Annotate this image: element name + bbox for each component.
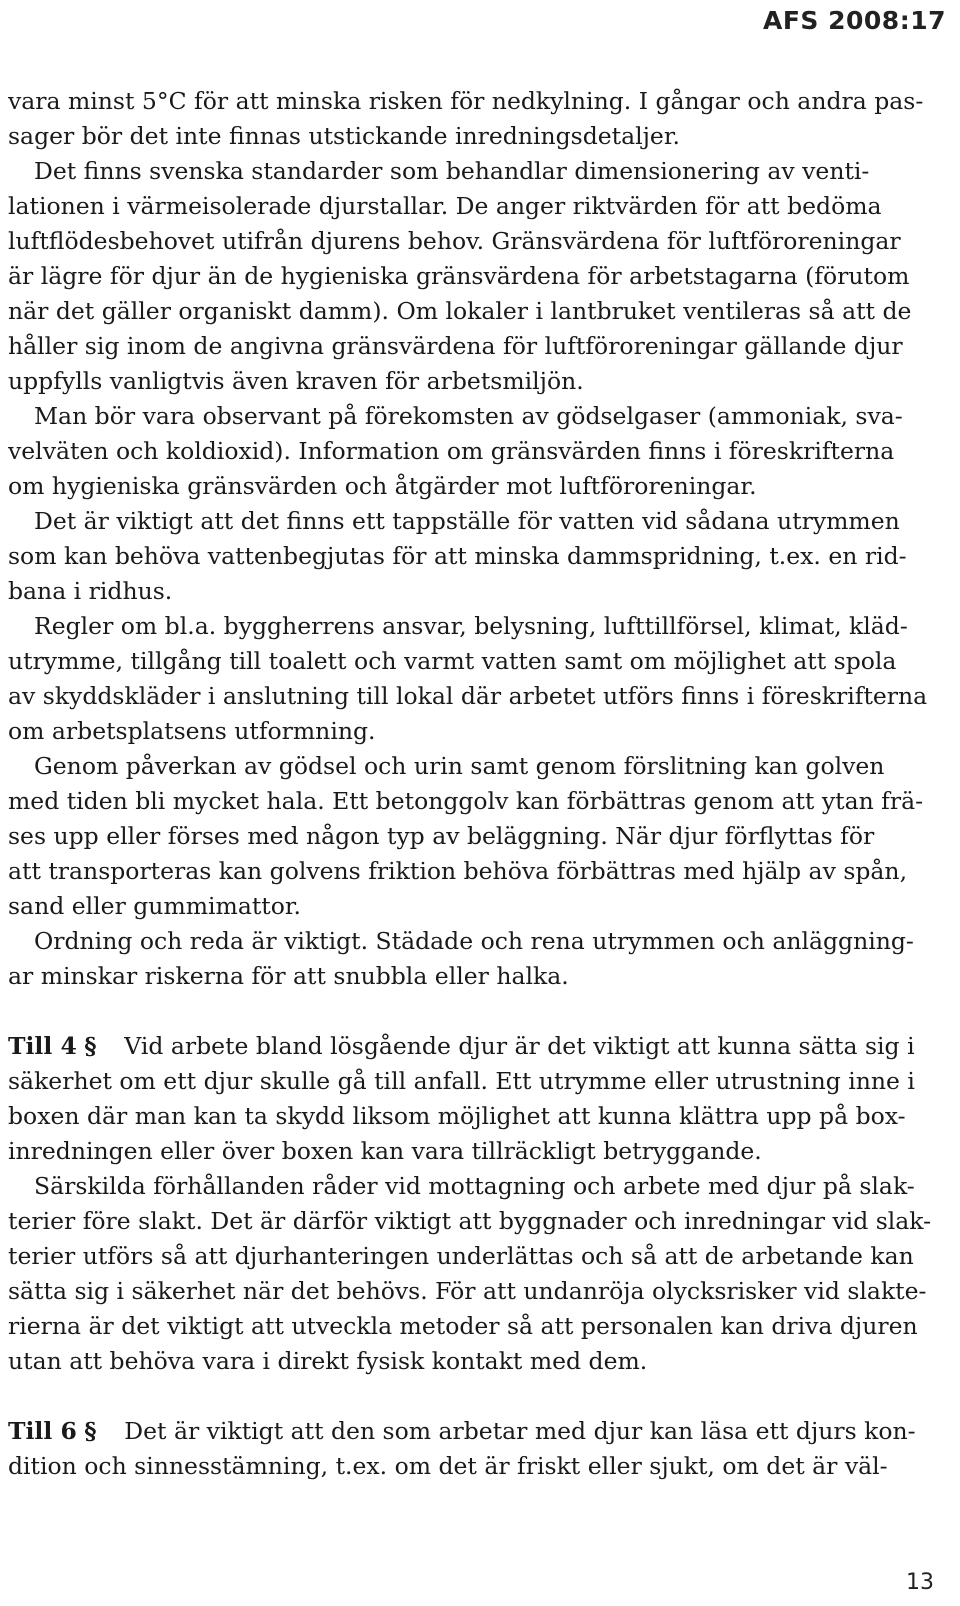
till-6-label: Till 6	[8, 1417, 77, 1445]
text-line: Regler om bl.a. byggherrens ansvar, belysning, lufttillförsel, klimat, kläd-	[34, 612, 908, 640]
till-4-first-line	[8, 1029, 938, 1064]
section-spacer	[8, 994, 938, 1029]
text-line: som kan behöva vattenbegjutas för att minska dammspridning, t.ex. en rid-	[8, 542, 907, 570]
text-line: bana i ridhus.	[8, 577, 173, 605]
text-line: när det gäller organiskt damm). Om lokaler i lantbruket ventileras så att de	[8, 297, 912, 325]
text-line: uppfylls vanligtvis även kraven för arbetsmiljön.	[8, 367, 584, 395]
till-6-text: Det är viktigt att den som arbetar med djur kan läsa ett djurs kon-	[124, 1417, 916, 1445]
text-line: dition och sinnesstämning, t.ex. om det är friskt eller sjukt, om det är väl-	[8, 1452, 888, 1480]
text-line: om arbetsplatsens utformning.	[8, 717, 376, 745]
text-line: terier utförs så att djurhanteringen underlättas och så att de arbetande kan	[8, 1242, 914, 1270]
text-line: med tiden bli mycket hala. Ett betonggolv kan förbättras genom att ytan frä-	[8, 787, 924, 815]
text-line: håller sig inom de angivna gränsvärdena för luftföroreningar gällande djur	[8, 332, 903, 360]
section-spacer	[8, 1379, 938, 1414]
till-4-label: Till 4	[8, 1032, 77, 1060]
section-sign: §	[84, 1417, 97, 1445]
text-line: Man bör vara observant på förekomsten av gödselgaser (ammoniak, sva-	[34, 402, 903, 430]
text-line: om hygieniska gränsvärden och åtgärder mot luftföroreningar.	[8, 472, 757, 500]
till-6-first-line	[8, 1414, 938, 1449]
text-line: Det finns svenska standarder som behandlar dimensionering av venti-	[34, 157, 870, 185]
text-line: sätta sig i säkerhet när det behövs. För att undanröja olycksrisker vid slakte-	[8, 1277, 927, 1305]
document-code-header: AFS 2008:17	[762, 6, 946, 35]
text-line: boxen där man kan ta skydd liksom möjlighet att kunna klättra upp på box-	[8, 1102, 906, 1130]
text-line: terier före slakt. Det är därför viktigt att byggnader och inredningar vid slak-	[8, 1207, 932, 1235]
text-line: utan att behöva vara i direkt fysisk kontakt med dem.	[8, 1347, 648, 1375]
text-line: inredningen eller över boxen kan vara tillräckligt betryggande.	[8, 1137, 762, 1165]
till-4-text: Vid arbete bland lösgående djur är det viktigt att kunna sätta sig i	[124, 1032, 915, 1060]
text-line: av skyddskläder i anslutning till lokal där arbetet utförs finns i föreskrifterna	[8, 682, 928, 710]
text-line: vara minst 5°C för att minska risken för nedkylning. I gångar och andra pas-	[8, 87, 924, 115]
text-line: säkerhet om ett djur skulle gå till anfall. Ett utrymme eller utrustning inne i	[8, 1067, 915, 1095]
text-line: rierna är det viktigt att utveckla metoder så att personalen kan driva djuren	[8, 1312, 918, 1340]
text-line: ses upp eller förses med någon typ av beläggning. När djur förflyttas för	[8, 822, 875, 850]
text-line: ar minskar riskerna för att snubbla eller halka.	[8, 962, 569, 990]
text-line: Genom påverkan av gödsel och urin samt genom förslitning kan golven	[34, 752, 885, 780]
text-line: velväten och koldioxid). Information om gränsvärden finns i föreskrifterna	[8, 437, 895, 465]
section-sign: §	[84, 1032, 97, 1060]
text-line: att transporteras kan golvens friktion behöva förbättras med hjälp av spån,	[8, 857, 908, 885]
text-line: Särskilda förhållanden råder vid mottagning och arbete med djur på slak-	[34, 1172, 915, 1200]
text-line: Ordning och reda är viktigt. Städade och rena utrymmen och anläggning-	[34, 927, 914, 955]
text-line: lationen i värmeisolerade djurstallar. De anger riktvärden för att bedöma	[8, 192, 882, 220]
text-line: Det är viktigt att det finns ett tappställe för vatten vid sådana utrymmen	[34, 507, 900, 535]
page-number: 13	[906, 1570, 934, 1595]
text-line: sager bör det inte finnas utstickande inredningsdetaljer.	[8, 122, 680, 150]
text-line: utrymme, tillgång till toalett och varmt vatten samt om möjlighet att spola	[8, 647, 897, 675]
body-text	[8, 84, 938, 1484]
text-line: luftflödesbehovet utifrån djurens behov. Gränsvärdena för luftföroreningar	[8, 227, 901, 255]
text-line: sand eller gummimattor.	[8, 892, 301, 920]
text-line: är lägre för djur än de hygieniska gränsvärdena för arbetstagarna (förutom	[8, 262, 910, 290]
